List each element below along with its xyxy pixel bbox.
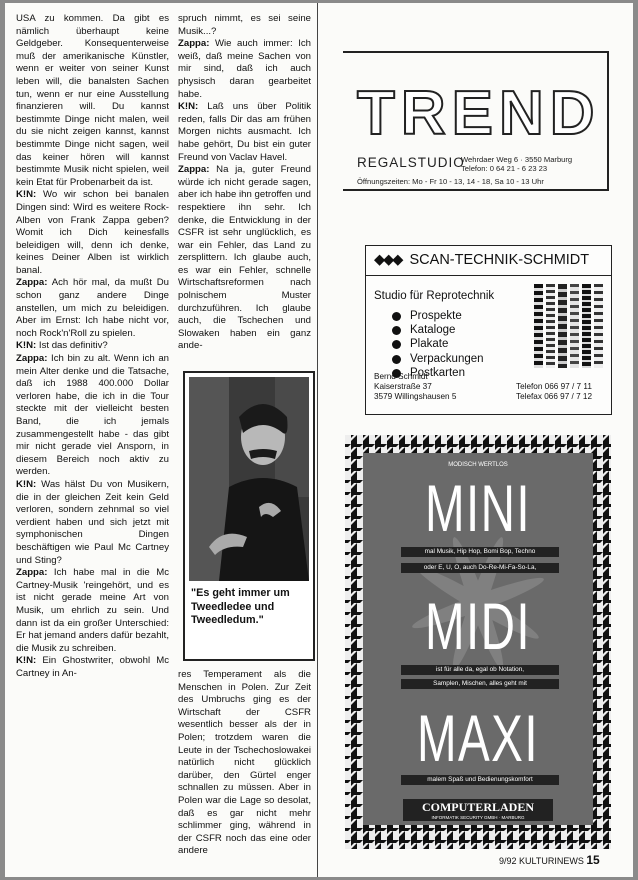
scan-subtitle: Studio für Reprotechnik	[374, 290, 495, 302]
bullet-icon	[392, 312, 401, 321]
speaker-label: K!N:	[178, 101, 199, 113]
column-divider	[317, 3, 318, 877]
diamond-icon: ◆◆◆	[374, 252, 402, 268]
bullet-icon	[392, 355, 401, 364]
midi-word: MIDI	[424, 589, 532, 663]
item-text: Postkarten	[410, 366, 465, 379]
trend-ad	[343, 51, 613, 199]
ad-panel	[363, 453, 593, 825]
photo-caption: "Es geht immer um Tweedledee und Tweedledum."	[191, 587, 290, 626]
paragraph-text: Ach hör mal, da mußt Du schon ganz andere Dinge anstellen, um mich zu beleidigen. Aber im Ernst: Ich habe nicht vor, noch Rock'n'Roll zu spielen.	[16, 277, 169, 339]
ad-tagline: MODISCH WERTLOS	[448, 462, 508, 468]
list-item	[390, 352, 484, 366]
speaker-label: K!N:	[16, 478, 37, 490]
ad-line-2: oder E, U, O, auch Do-Re-Mi-Fa-So-La,	[401, 563, 559, 573]
speaker-label: Zappa:	[178, 38, 210, 50]
speaker-label: Zappa:	[16, 567, 48, 579]
paragraph-text: spruch nimmt, es sei seine Musik...?	[178, 13, 311, 37]
paragraph-text: Ein Ghostwriter, obwohl Mc Cartney in An-	[16, 655, 169, 679]
paragraph	[16, 189, 169, 277]
scan-items	[390, 309, 484, 380]
left-column	[16, 13, 169, 680]
page-number: 15	[586, 853, 600, 867]
contact-street: Kaiserstraße 37	[374, 382, 432, 391]
speaker-label: Zappa:	[178, 164, 210, 176]
computerladen-logo	[403, 799, 553, 821]
trend-address	[461, 155, 591, 173]
bullet-icon	[392, 326, 401, 335]
magazine-page	[5, 3, 633, 877]
ad-line-5: malem Spaß und Bedienungskomfort	[401, 775, 559, 785]
speaker-label: K!N:	[16, 655, 37, 667]
scan-title	[374, 252, 589, 268]
scan-contact	[374, 372, 456, 402]
paragraph-text: Ich habe mal in die Mc Cartney-Musik 'reingehört, und es ist nicht gerade meine Art von Musik, um ehrlich zu sein. Und dann ist da ein großer Unterschied: Er hat jemand anders dafür bezahlt, die Musik zu schreiben.	[16, 567, 169, 654]
paragraph	[16, 479, 169, 567]
list-item	[390, 323, 484, 337]
contact-name: Bernd Schmidt	[374, 372, 428, 381]
paragraph-text: Ich bin zu alt. Wenn ich an mein Alter denke und die Tatsache, daß ich 1988 400.000 Dollar verloren habe, die ich in die Tour steckte mit der vielleicht besten Band, die ich jemals zusammengestellt habe - das gibt mir nicht gerade viel Ansporn, in diesem Bereich noch aktiv zu werden.	[16, 353, 169, 478]
paragraph	[16, 353, 169, 479]
paragraph-text: Was hälst Du von Musikern, die in der gleichen Zeit kein Geld verloren, sondern zehnmal so viel verdient haben und sich jetzt mit symphonischen Dingen beschäftigen wie Paul Mc Cartney und Sting?	[16, 478, 169, 566]
item-text: Kataloge	[410, 324, 456, 337]
scan-ad	[365, 245, 612, 415]
scan-title-text: SCAN-TECHNIK-SCHMIDT	[409, 252, 590, 268]
paragraph	[16, 655, 169, 680]
ad-line-4: Samplen, Mischen, alles geht mit	[401, 679, 559, 689]
paragraph-text: Wo wir schon bei banalen Dingen sind: Wird es weitere Rock-Alben von Frank Zappa geben? Womit ich Dich keinesfalls beleidigen will, denn ich denke, keines Deiner Alben ist wirklich banal.	[16, 189, 169, 276]
page-footer	[499, 853, 600, 867]
paragraph	[16, 567, 169, 655]
maxi-word: MAXI	[417, 701, 539, 775]
brand-subline: INFORMATIK SECURITY GMBH · MARBURG	[431, 815, 525, 820]
paragraph	[16, 277, 169, 340]
paragraph-text: Wie auch immer: Ich weiß, daß meine Sachen von mir sind, daß ich auch physisch daran gearbeitet habe.	[178, 38, 311, 100]
paragraph	[178, 669, 311, 858]
bullet-icon	[392, 340, 401, 349]
mini-word: MINI	[424, 471, 532, 545]
paragraph-text: res Temperament als die Menschen in Polen. Zur Zeit des Umbruchs ging es der Wirtschaft der CSFR wesentlich besser als der in Polen; trotzdem waren die Leute in der Tschechoslowakei natürlich nicht glücklich darüber, den Gürtel enger schnallen zu müssen. Aber in Polen war die Lage so desolat, daß es gar nicht mehr schlimmer ging, während in der CSFR noch das eine oder andere	[178, 669, 311, 857]
paragraph	[16, 340, 169, 353]
speaker-label: Zappa:	[16, 277, 48, 289]
computerladen-ad	[345, 435, 611, 849]
trend-phone: Telefon: 0 64 21 - 6 23 23	[461, 164, 548, 173]
photo-frame	[183, 371, 315, 661]
trend-street: Wehrdaer Weg 6 · 3550 Marburg	[461, 155, 573, 164]
grayscale-strips	[534, 284, 604, 368]
middle-column-bottom	[178, 669, 311, 858]
ad-line-1: mal Musik, Hip Hop, Bomi Bop, Techno	[401, 547, 559, 557]
phone-number: Telefon 066 97 / 7 11	[516, 382, 592, 391]
paragraph	[178, 38, 311, 101]
speaker-label: Zappa:	[16, 353, 48, 365]
ad-line-3: ist für alle da, egal ob Notation,	[401, 665, 559, 675]
brand-name: COMPUTERLADEN	[421, 800, 534, 814]
scan-divider	[366, 275, 611, 276]
trend-logo: TREND	[357, 79, 601, 148]
paragraph-text: USA zu kommen. Da gibt es nämlich überhaupt keine Geldgeber. Konsequenterweise muß der amerikanische Künstler, wenn er weiter von seiner Kunst leben will, die banalsten Sachen tun, wenn er nur eine Ausstellung finanzieren will. Du kannst bestimmte Dinge nicht malen, weil du sie nicht zeigen kannst, kannst bestimmte Dinge nicht sagen, weil das keiner hören will kannst bestimmte Musik nicht spielen, weil kein Etat für Probenarbeit da ist.	[16, 13, 169, 188]
paragraph-text: Ist das definitiv?	[36, 340, 108, 352]
paragraph	[178, 13, 311, 38]
speaker-label: K!N:	[16, 340, 37, 352]
list-item	[390, 309, 484, 323]
scan-phone	[516, 382, 592, 402]
paragraph	[16, 13, 169, 189]
paragraph	[178, 101, 311, 164]
issue-label: 9/92 KULTURINEWS	[499, 856, 584, 866]
paragraph	[178, 164, 311, 353]
item-text: Verpackungen	[410, 352, 484, 365]
contact-city: 3579 Willingshausen 5	[374, 392, 457, 401]
trend-hours: Öffnungszeiten: Mo - Fr 10 - 13, 14 - 18, Sa 10 - 13 Uhr	[357, 177, 544, 186]
paragraph-text: Laß uns über Politik reden, falls Dir das am frühen Morgen nichts ausmacht. Ich habe gehört, Du bist ein guter Freund von Vaclav Havel.	[178, 101, 311, 163]
list-item	[390, 337, 484, 351]
paragraph-text: Na ja, guter Freund würde ich nicht gerade sagen, aber ich habe ihn getroffen und respektiere ihn sehr. Ich denke, die Entwicklung in der CSFR ist sehr unglücklich, es war ein Fehler, das Land zu zersplittern. Ich glaube auch, es war ein Fehler, schnelle Wirtschaftsreformen nach polnischem Muster durchzuführen. Ich glaube auch, die Tschechen und Slowaken haben ein ganz ande-	[178, 164, 311, 352]
trend-subtitle: REGALSTUDIO	[357, 155, 465, 170]
item-text: Prospekte	[410, 310, 462, 322]
middle-column-top	[178, 13, 311, 353]
item-text: Plakate	[410, 338, 449, 351]
fax-number: Telefax 066 97 / 7 12	[516, 392, 593, 401]
zappa-photo	[189, 377, 309, 581]
speaker-label: K!N:	[16, 189, 37, 201]
